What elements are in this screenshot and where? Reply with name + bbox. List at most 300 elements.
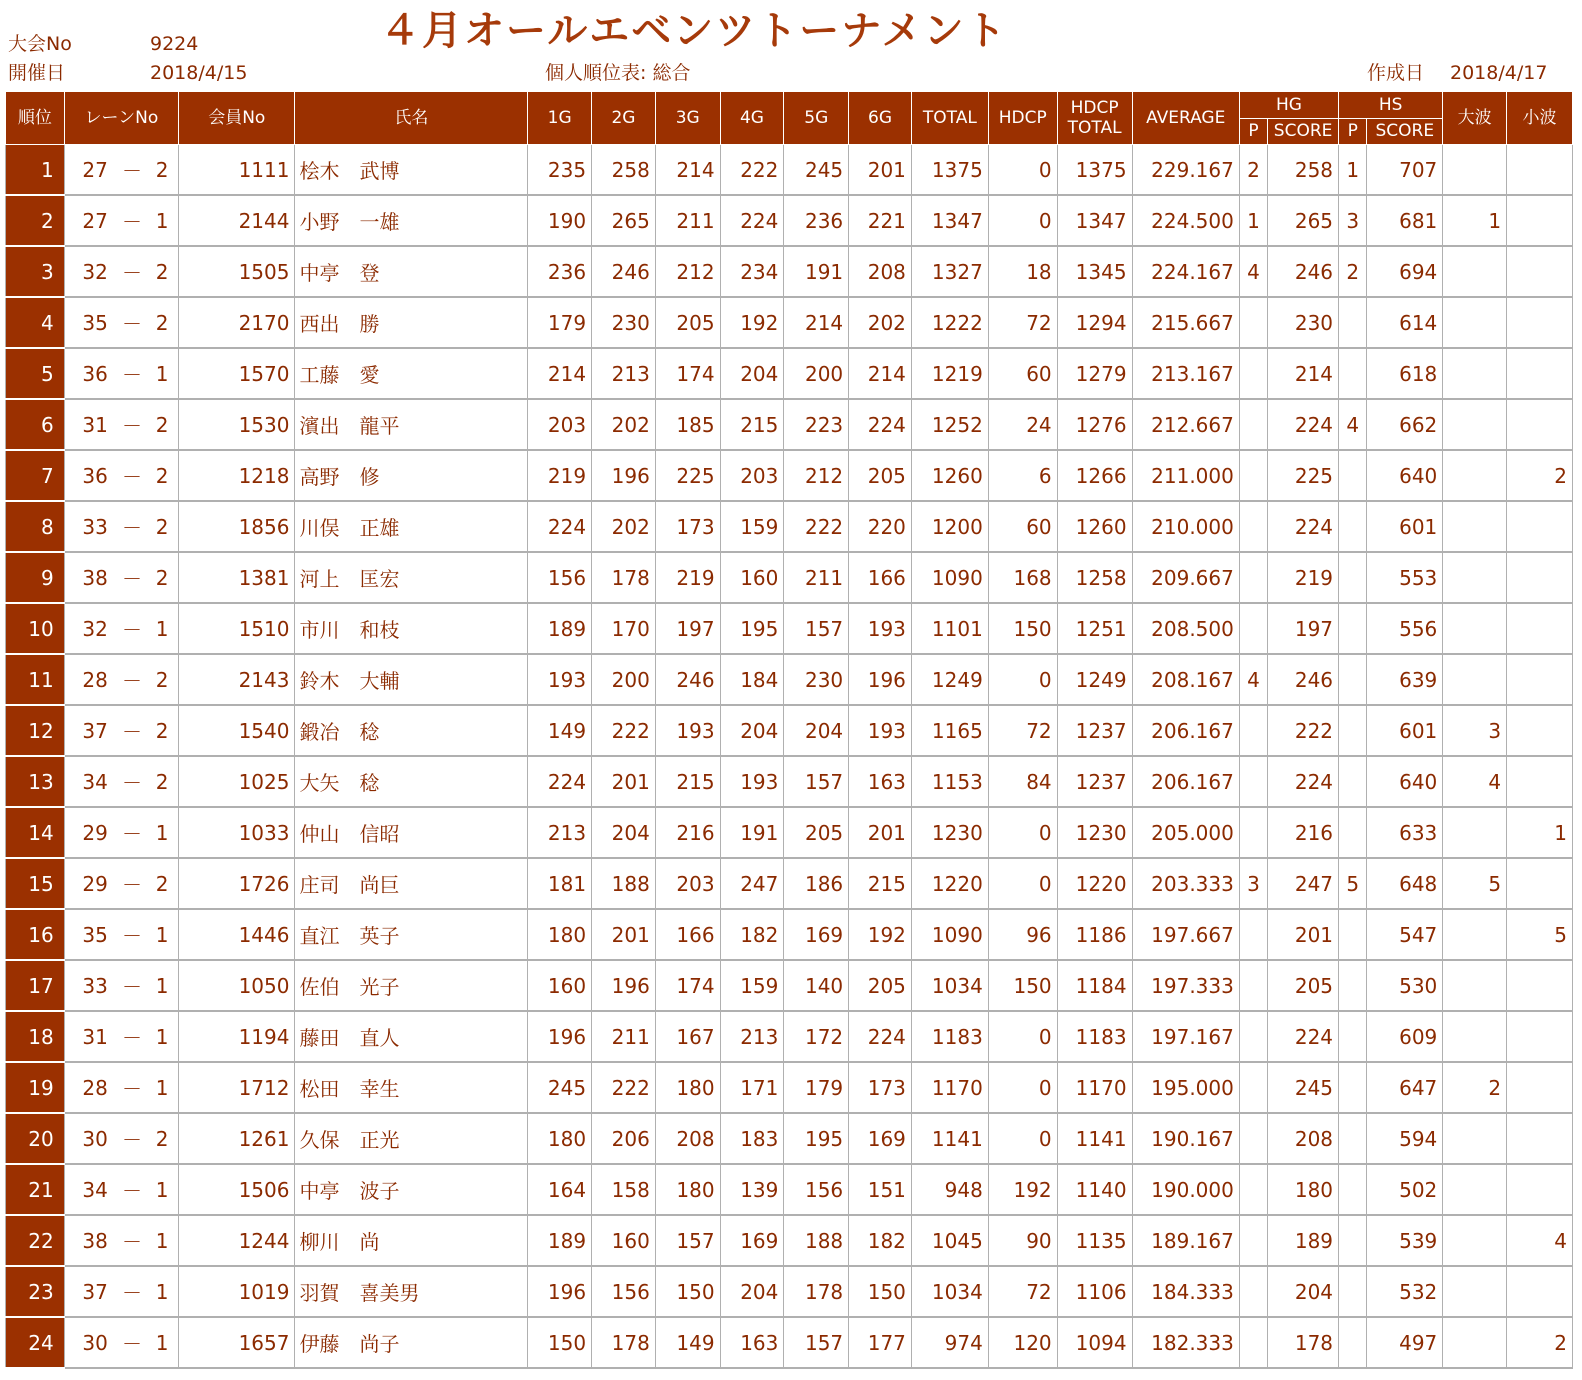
game-1-score-cell: 181 (528, 858, 592, 909)
game-1-score-cell: 180 (528, 1113, 592, 1164)
konami-cell (1507, 552, 1573, 603)
game-1-score-cell: 235 (528, 145, 592, 196)
rank-cell: 22 (6, 1215, 65, 1266)
hdcp-cell: 60 (988, 501, 1057, 552)
col-hdcp: HDCP (988, 92, 1057, 145)
total-cell: 1045 (911, 1215, 988, 1266)
lane-cell: 28 (64, 654, 118, 705)
hg-p-cell: 4 (1239, 654, 1267, 705)
col-hs: HS (1339, 92, 1443, 119)
col-rank: 順位 (6, 92, 65, 145)
game-2-score-cell: 222 (592, 1062, 656, 1113)
onami-cell (1443, 1317, 1507, 1368)
lane-separator: － (118, 858, 146, 909)
lane-separator: － (118, 1164, 146, 1215)
onami-cell (1443, 501, 1507, 552)
hg-p-cell (1239, 960, 1267, 1011)
game-3-score-cell: 185 (655, 399, 720, 450)
hg-p-cell (1239, 1215, 1267, 1266)
hdcp-cell: 150 (988, 960, 1057, 1011)
rank-cell: 6 (6, 399, 65, 450)
hs-p-cell (1339, 348, 1367, 399)
total-cell: 1375 (911, 145, 988, 196)
col-g5: 5G (784, 92, 849, 145)
game-5-score-cell: 222 (784, 501, 849, 552)
player-name-cell: 仲山 信昭 (295, 807, 528, 858)
hg-p-cell: 4 (1239, 246, 1267, 297)
game-1-score-cell: 156 (528, 552, 592, 603)
lane-sub-cell: 2 (146, 756, 178, 807)
member-no-cell: 1244 (179, 1215, 295, 1266)
game-3-score-cell: 225 (655, 450, 720, 501)
lane-sub-cell: 2 (146, 858, 178, 909)
hs-score-cell: 601 (1367, 501, 1443, 552)
hg-score-cell: 205 (1268, 960, 1339, 1011)
onami-cell (1443, 1113, 1507, 1164)
total-cell: 1347 (911, 195, 988, 246)
onami-cell (1443, 807, 1507, 858)
lane-cell: 38 (64, 1215, 118, 1266)
lane-cell: 37 (64, 705, 118, 756)
player-name-cell: 久保 正光 (295, 1113, 528, 1164)
rank-cell: 24 (6, 1317, 65, 1368)
game-4-score-cell: 184 (720, 654, 784, 705)
rank-cell: 12 (6, 705, 65, 756)
game-4-score-cell: 215 (720, 399, 784, 450)
rank-cell: 11 (6, 654, 65, 705)
hs-p-cell (1339, 603, 1367, 654)
game-1-score-cell: 193 (528, 654, 592, 705)
onami-cell: 4 (1443, 756, 1507, 807)
member-no-cell: 1025 (179, 756, 295, 807)
hg-score-cell: 222 (1268, 705, 1339, 756)
konami-cell (1507, 756, 1573, 807)
hs-p-cell (1339, 552, 1367, 603)
hg-score-cell: 224 (1268, 756, 1339, 807)
lane-sub-cell: 1 (146, 1215, 178, 1266)
hdcp-cell: 96 (988, 909, 1057, 960)
konami-cell (1507, 145, 1573, 196)
kaisai-label: 開催日 (8, 62, 66, 84)
member-no-cell: 1506 (179, 1164, 295, 1215)
game-4-score-cell: 204 (720, 348, 784, 399)
hs-score-cell: 662 (1367, 399, 1443, 450)
game-4-score-cell: 234 (720, 246, 784, 297)
konami-cell (1507, 195, 1573, 246)
lane-separator: － (118, 909, 146, 960)
col-g2: 2G (592, 92, 656, 145)
table-row (6, 450, 1573, 501)
game-4-score-cell: 222 (720, 145, 784, 196)
game-1-score-cell: 219 (528, 450, 592, 501)
member-no-cell: 1856 (179, 501, 295, 552)
konami-cell (1507, 1062, 1573, 1113)
game-2-score-cell: 202 (592, 501, 656, 552)
table-row (6, 705, 1573, 756)
game-5-score-cell: 140 (784, 960, 849, 1011)
total-cell: 1249 (911, 654, 988, 705)
game-1-score-cell: 224 (528, 756, 592, 807)
hs-p-cell (1339, 654, 1367, 705)
lane-cell: 27 (64, 195, 118, 246)
total-cell: 974 (911, 1317, 988, 1368)
lane-cell: 31 (64, 399, 118, 450)
hs-p-cell (1339, 1215, 1367, 1266)
hs-score-cell: 609 (1367, 1011, 1443, 1062)
hg-score-cell: 204 (1268, 1266, 1339, 1317)
hs-p-cell (1339, 1062, 1367, 1113)
hdcp-total-cell: 1347 (1057, 195, 1132, 246)
hs-score-cell: 502 (1367, 1164, 1443, 1215)
total-cell: 1200 (911, 501, 988, 552)
lane-sub-cell: 1 (146, 603, 178, 654)
game-4-score-cell: 195 (720, 603, 784, 654)
member-no-cell: 2143 (179, 654, 295, 705)
table-row (6, 858, 1573, 909)
hs-p-cell (1339, 756, 1367, 807)
hg-score-cell: 216 (1268, 807, 1339, 858)
hdcp-total-cell: 1260 (1057, 501, 1132, 552)
lane-separator: － (118, 807, 146, 858)
game-1-score-cell: 214 (528, 348, 592, 399)
game-2-score-cell: 200 (592, 654, 656, 705)
hg-score-cell: 247 (1268, 858, 1339, 909)
rank-cell: 18 (6, 1011, 65, 1062)
total-cell: 1034 (911, 960, 988, 1011)
hdcp-cell: 72 (988, 297, 1057, 348)
lane-cell: 30 (64, 1317, 118, 1368)
game-6-score-cell: 192 (849, 909, 912, 960)
game-5-score-cell: 178 (784, 1266, 849, 1317)
hg-score-cell: 245 (1268, 1062, 1339, 1113)
konami-cell (1507, 1011, 1573, 1062)
player-name-cell: 佐伯 光子 (295, 960, 528, 1011)
table-row (6, 1062, 1573, 1113)
hg-p-cell: 2 (1239, 145, 1267, 196)
hdcp-total-cell: 1266 (1057, 450, 1132, 501)
total-cell: 1260 (911, 450, 988, 501)
game-6-score-cell: 196 (849, 654, 912, 705)
total-cell: 1090 (911, 552, 988, 603)
average-cell: 224.167 (1132, 246, 1239, 297)
hs-p-cell (1339, 1113, 1367, 1164)
average-cell: 224.500 (1132, 195, 1239, 246)
game-5-score-cell: 212 (784, 450, 849, 501)
hg-p-cell (1239, 705, 1267, 756)
konami-cell: 2 (1507, 1317, 1573, 1368)
game-2-score-cell: 188 (592, 858, 656, 909)
game-1-score-cell: 196 (528, 1011, 592, 1062)
col-onami: 大波 (1443, 92, 1507, 145)
lane-sub-cell: 2 (146, 552, 178, 603)
lane-sub-cell: 2 (146, 450, 178, 501)
average-cell: 213.167 (1132, 348, 1239, 399)
created-value: 2018/4/17 (1450, 62, 1548, 84)
game-4-score-cell: 247 (720, 858, 784, 909)
game-2-score-cell: 204 (592, 807, 656, 858)
hg-p-cell (1239, 348, 1267, 399)
hdcp-total-cell: 1345 (1057, 246, 1132, 297)
game-2-score-cell: 178 (592, 1317, 656, 1368)
game-2-score-cell: 158 (592, 1164, 656, 1215)
lane-separator: － (118, 399, 146, 450)
col-g1: 1G (528, 92, 592, 145)
game-2-score-cell: 265 (592, 195, 656, 246)
lane-separator: － (118, 654, 146, 705)
col-name: 氏名 (295, 92, 528, 145)
game-3-score-cell: 216 (655, 807, 720, 858)
game-1-score-cell: 164 (528, 1164, 592, 1215)
lane-separator: － (118, 1266, 146, 1317)
hs-score-cell: 539 (1367, 1215, 1443, 1266)
rank-cell: 1 (6, 145, 65, 196)
lane-sub-cell: 2 (146, 705, 178, 756)
hdcp-total-cell: 1094 (1057, 1317, 1132, 1368)
game-3-score-cell: 149 (655, 1317, 720, 1368)
konami-cell: 4 (1507, 1215, 1573, 1266)
game-3-score-cell: 167 (655, 1011, 720, 1062)
rank-cell: 2 (6, 195, 65, 246)
hg-score-cell: 230 (1268, 297, 1339, 348)
lane-cell: 38 (64, 552, 118, 603)
col-member: 会員No (179, 92, 295, 145)
onami-cell (1443, 654, 1507, 705)
lane-separator: － (118, 1062, 146, 1113)
lane-sub-cell: 1 (146, 1062, 178, 1113)
onami-cell (1443, 145, 1507, 196)
rank-cell: 17 (6, 960, 65, 1011)
game-6-score-cell: 215 (849, 858, 912, 909)
lane-separator: － (118, 297, 146, 348)
lane-sub-cell: 2 (146, 246, 178, 297)
game-3-score-cell: 174 (655, 348, 720, 399)
hg-p-cell (1239, 1164, 1267, 1215)
hdcp-total-cell: 1294 (1057, 297, 1132, 348)
konami-cell (1507, 1164, 1573, 1215)
col-g3: 3G (655, 92, 720, 145)
hg-score-cell: 189 (1268, 1215, 1339, 1266)
hg-p-cell (1239, 297, 1267, 348)
total-cell: 1090 (911, 909, 988, 960)
game-3-score-cell: 214 (655, 145, 720, 196)
hs-p-cell (1339, 705, 1367, 756)
game-4-score-cell: 159 (720, 960, 784, 1011)
rank-cell: 14 (6, 807, 65, 858)
game-5-score-cell: 186 (784, 858, 849, 909)
player-name-cell: 高野 修 (295, 450, 528, 501)
table-header (6, 92, 1573, 145)
hs-p-cell (1339, 807, 1367, 858)
table-row (6, 1266, 1573, 1317)
col-hg-score: SCORE (1268, 118, 1339, 145)
hdcp-total-cell: 1141 (1057, 1113, 1132, 1164)
onami-cell (1443, 909, 1507, 960)
konami-cell (1507, 1113, 1573, 1164)
rank-cell: 3 (6, 246, 65, 297)
lane-cell: 35 (64, 297, 118, 348)
table-row (6, 654, 1573, 705)
lane-separator: － (118, 501, 146, 552)
hdcp-total-cell: 1276 (1057, 399, 1132, 450)
table-row (6, 246, 1573, 297)
table-row (6, 960, 1573, 1011)
game-2-score-cell: 213 (592, 348, 656, 399)
hs-score-cell: 532 (1367, 1266, 1443, 1317)
konami-cell: 2 (1507, 450, 1573, 501)
member-no-cell: 1530 (179, 399, 295, 450)
game-3-score-cell: 211 (655, 195, 720, 246)
rank-cell: 5 (6, 348, 65, 399)
game-6-score-cell: 205 (849, 450, 912, 501)
hs-score-cell: 556 (1367, 603, 1443, 654)
hg-p-cell (1239, 399, 1267, 450)
game-6-score-cell: 163 (849, 756, 912, 807)
game-5-score-cell: 179 (784, 1062, 849, 1113)
game-6-score-cell: 166 (849, 552, 912, 603)
lane-cell: 34 (64, 1164, 118, 1215)
member-no-cell: 1111 (179, 145, 295, 196)
player-name-cell: 鈴木 大輔 (295, 654, 528, 705)
lane-cell: 28 (64, 1062, 118, 1113)
lane-sub-cell: 1 (146, 807, 178, 858)
konami-cell (1507, 705, 1573, 756)
lane-separator: － (118, 246, 146, 297)
game-3-score-cell: 166 (655, 909, 720, 960)
player-name-cell: 羽賀 喜美男 (295, 1266, 528, 1317)
table-row (6, 297, 1573, 348)
hdcp-cell: 150 (988, 603, 1057, 654)
hs-score-cell: 694 (1367, 246, 1443, 297)
game-1-score-cell: 180 (528, 909, 592, 960)
lane-separator: － (118, 1113, 146, 1164)
average-cell: 182.333 (1132, 1317, 1239, 1368)
game-2-score-cell: 196 (592, 960, 656, 1011)
lane-sub-cell: 1 (146, 348, 178, 399)
average-cell: 195.000 (1132, 1062, 1239, 1113)
konami-cell (1507, 1266, 1573, 1317)
game-5-score-cell: 223 (784, 399, 849, 450)
game-4-score-cell: 182 (720, 909, 784, 960)
lane-sub-cell: 2 (146, 654, 178, 705)
table-row (6, 501, 1573, 552)
hs-p-cell: 1 (1339, 145, 1367, 196)
table-row (6, 1011, 1573, 1062)
game-6-score-cell: 224 (849, 399, 912, 450)
rank-cell: 23 (6, 1266, 65, 1317)
onami-cell (1443, 603, 1507, 654)
rank-cell: 4 (6, 297, 65, 348)
game-1-score-cell: 150 (528, 1317, 592, 1368)
average-cell: 184.333 (1132, 1266, 1239, 1317)
hg-p-cell (1239, 1317, 1267, 1368)
average-cell: 206.167 (1132, 705, 1239, 756)
lane-separator: － (118, 145, 146, 196)
game-5-score-cell: 188 (784, 1215, 849, 1266)
lane-sub-cell: 1 (146, 1164, 178, 1215)
hdcp-total-cell: 1375 (1057, 145, 1132, 196)
hs-p-cell: 3 (1339, 195, 1367, 246)
hdcp-cell: 0 (988, 195, 1057, 246)
hg-p-cell (1239, 909, 1267, 960)
konami-cell (1507, 858, 1573, 909)
member-no-cell: 1019 (179, 1266, 295, 1317)
onami-cell (1443, 399, 1507, 450)
hdcp-total-cell: 1249 (1057, 654, 1132, 705)
average-cell: 212.667 (1132, 399, 1239, 450)
col-lane: レーンNo (64, 92, 178, 145)
game-1-score-cell: 149 (528, 705, 592, 756)
total-cell: 1219 (911, 348, 988, 399)
hdcp-total-cell: 1170 (1057, 1062, 1132, 1113)
rank-cell: 20 (6, 1113, 65, 1164)
total-cell: 1170 (911, 1062, 988, 1113)
game-2-score-cell: 222 (592, 705, 656, 756)
hdcp-total-cell: 1251 (1057, 603, 1132, 654)
hdcp-cell: 6 (988, 450, 1057, 501)
hdcp-cell: 0 (988, 145, 1057, 196)
rank-cell: 19 (6, 1062, 65, 1113)
player-name-cell: 中亭 波子 (295, 1164, 528, 1215)
game-1-score-cell: 224 (528, 501, 592, 552)
game-1-score-cell: 203 (528, 399, 592, 450)
total-cell: 1165 (911, 705, 988, 756)
hdcp-total-cell: 1237 (1057, 756, 1132, 807)
game-4-score-cell: 183 (720, 1113, 784, 1164)
lane-cell: 37 (64, 1266, 118, 1317)
game-3-score-cell: 173 (655, 501, 720, 552)
hg-score-cell: 246 (1268, 654, 1339, 705)
konami-cell (1507, 654, 1573, 705)
rank-cell: 21 (6, 1164, 65, 1215)
game-6-score-cell: 205 (849, 960, 912, 1011)
member-no-cell: 1033 (179, 807, 295, 858)
hg-p-cell (1239, 756, 1267, 807)
lane-separator: － (118, 195, 146, 246)
hg-score-cell: 197 (1268, 603, 1339, 654)
game-4-score-cell: 203 (720, 450, 784, 501)
game-3-score-cell: 205 (655, 297, 720, 348)
total-cell: 1252 (911, 399, 988, 450)
game-1-score-cell: 245 (528, 1062, 592, 1113)
total-cell: 1230 (911, 807, 988, 858)
lane-sub-cell: 2 (146, 501, 178, 552)
game-5-score-cell: 230 (784, 654, 849, 705)
lane-cell: 31 (64, 1011, 118, 1062)
table-row (6, 1215, 1573, 1266)
player-name-cell: 直江 英子 (295, 909, 528, 960)
hg-p-cell: 3 (1239, 858, 1267, 909)
konami-cell (1507, 960, 1573, 1011)
hs-score-cell: 639 (1367, 654, 1443, 705)
rank-cell: 9 (6, 552, 65, 603)
onami-cell (1443, 1164, 1507, 1215)
game-1-score-cell: 236 (528, 246, 592, 297)
member-no-cell: 1261 (179, 1113, 295, 1164)
player-name-cell: 濱出 龍平 (295, 399, 528, 450)
member-no-cell: 1050 (179, 960, 295, 1011)
hdcp-cell: 120 (988, 1317, 1057, 1368)
game-5-score-cell: 236 (784, 195, 849, 246)
hdcp-cell: 90 (988, 1215, 1057, 1266)
game-4-score-cell: 139 (720, 1164, 784, 1215)
hg-score-cell: 214 (1268, 348, 1339, 399)
hdcp-total-cell: 1184 (1057, 960, 1132, 1011)
player-name-cell: 松田 幸生 (295, 1062, 528, 1113)
hdcp-total-cell: 1237 (1057, 705, 1132, 756)
col-hdcp-total-line1: HDCP (1070, 98, 1119, 118)
table-row (6, 756, 1573, 807)
lane-separator: － (118, 1011, 146, 1062)
